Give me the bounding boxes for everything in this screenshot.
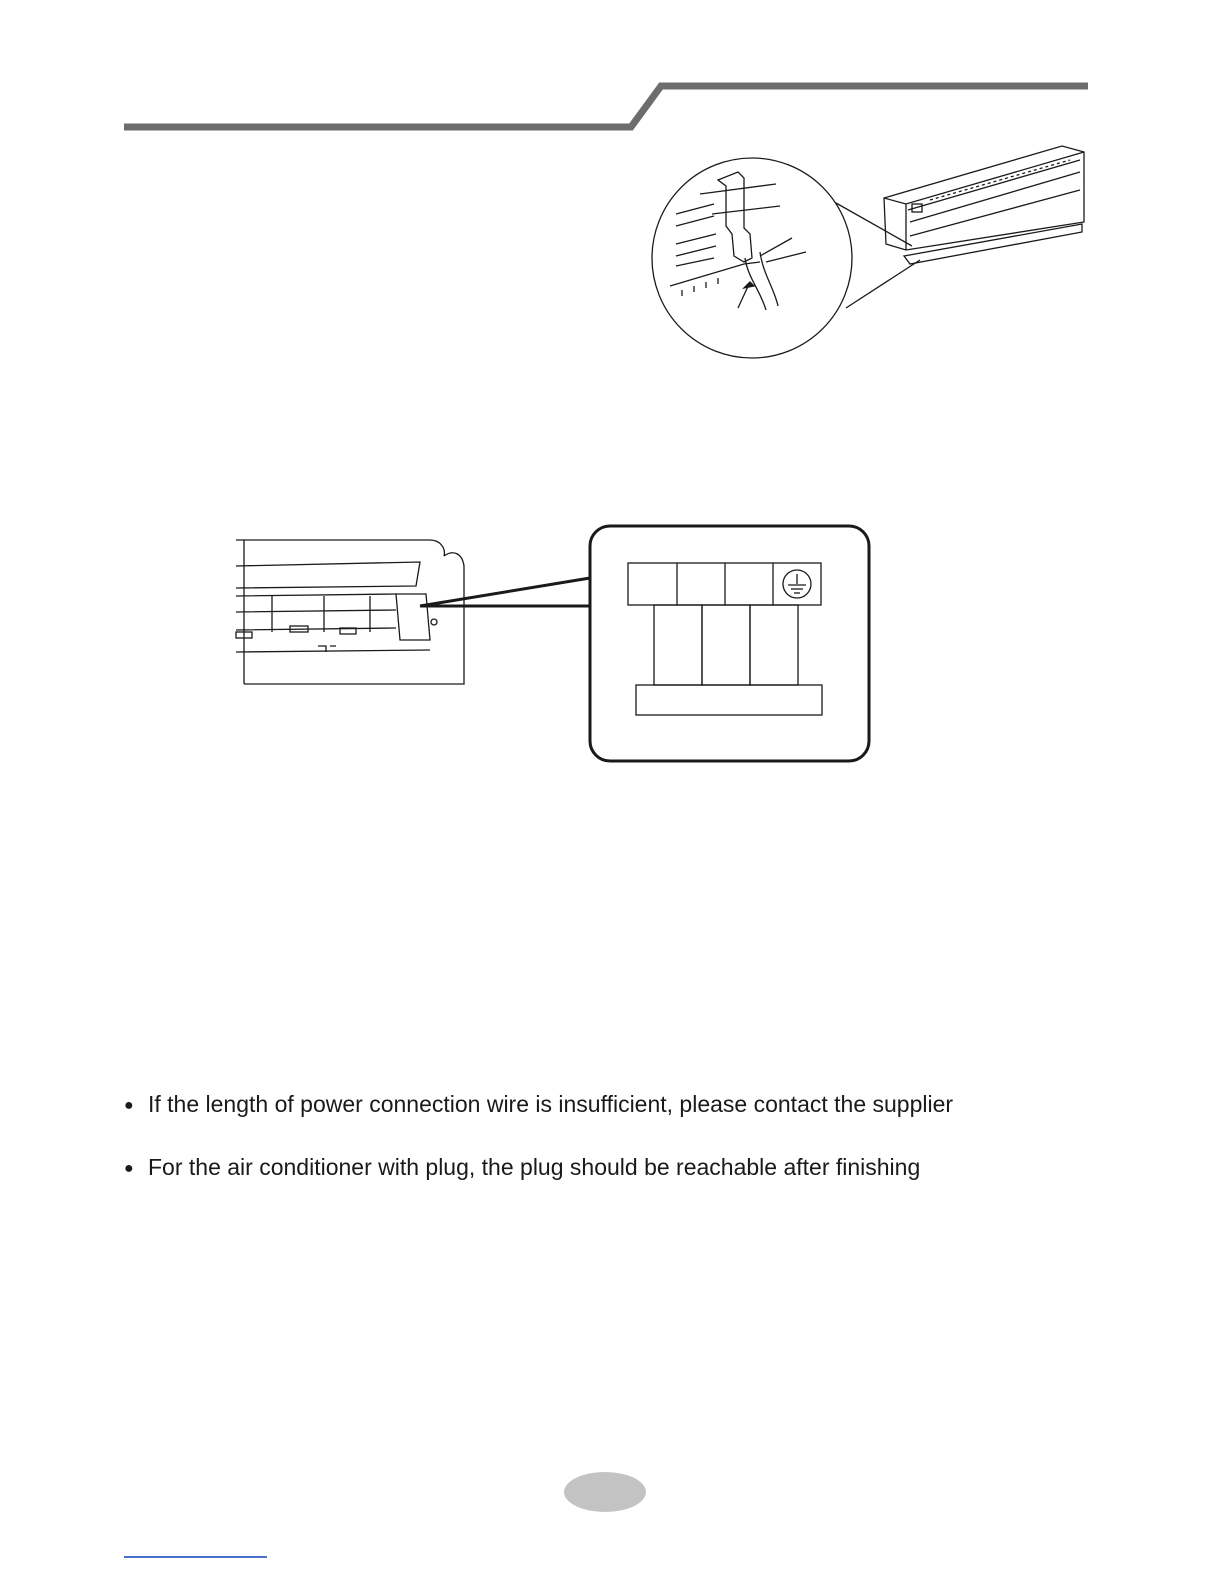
- unit-terminal-cover: [396, 594, 430, 640]
- note-text: For the air conditioner with plug, the plug should be reachable after finishing: [148, 1154, 921, 1180]
- indoor-unit-top-edge: [884, 152, 1084, 204]
- unit-side-edge: [444, 553, 464, 684]
- magnified-cable-clamp-illustration: [652, 146, 1084, 358]
- unit-filter-dividers: [272, 596, 370, 632]
- cable-clamp-bracket: [718, 172, 752, 262]
- unit-top-edge: [236, 540, 444, 556]
- cable-clamp-figure: [650, 140, 1100, 362]
- panel-slot-1: [676, 204, 714, 226]
- unit-lower-edge: [236, 650, 430, 652]
- note-plug-reachable: [124, 1152, 920, 1184]
- indoor-unit-louvers: [908, 160, 1080, 236]
- bullet-icon: ●: [124, 1160, 134, 1177]
- indoor-unit-grille: [930, 160, 1070, 200]
- footer-link-underline[interactable]: [124, 1556, 267, 1558]
- panel-slot-2: [676, 234, 716, 256]
- magnifier-connector-bottom: [846, 260, 920, 308]
- bullet-icon: ●: [124, 1097, 134, 1114]
- arrow-lower-head: [744, 282, 754, 288]
- note-wire-length: [124, 1089, 953, 1121]
- terminal-callout-box: [590, 526, 869, 761]
- unit-display-strip: [236, 562, 420, 588]
- panel-ridge: [700, 184, 780, 214]
- arrow-middle: [766, 252, 806, 262]
- unit-screw: [431, 619, 437, 625]
- terminal-leader-lines: [420, 578, 590, 606]
- note-text: If the length of power connection wire is insufficient, please contact the supplier: [148, 1091, 954, 1117]
- arrow-upper: [760, 238, 792, 256]
- indoor-unit-open-panel: [236, 540, 464, 684]
- unit-filter-lines: [236, 594, 396, 630]
- header-rule: [0, 0, 1224, 140]
- terminal-figure: [230, 520, 880, 770]
- magnifier-connector-top: [836, 203, 912, 246]
- page-number-badge: [564, 1472, 646, 1512]
- panel-slot-3: [676, 258, 714, 266]
